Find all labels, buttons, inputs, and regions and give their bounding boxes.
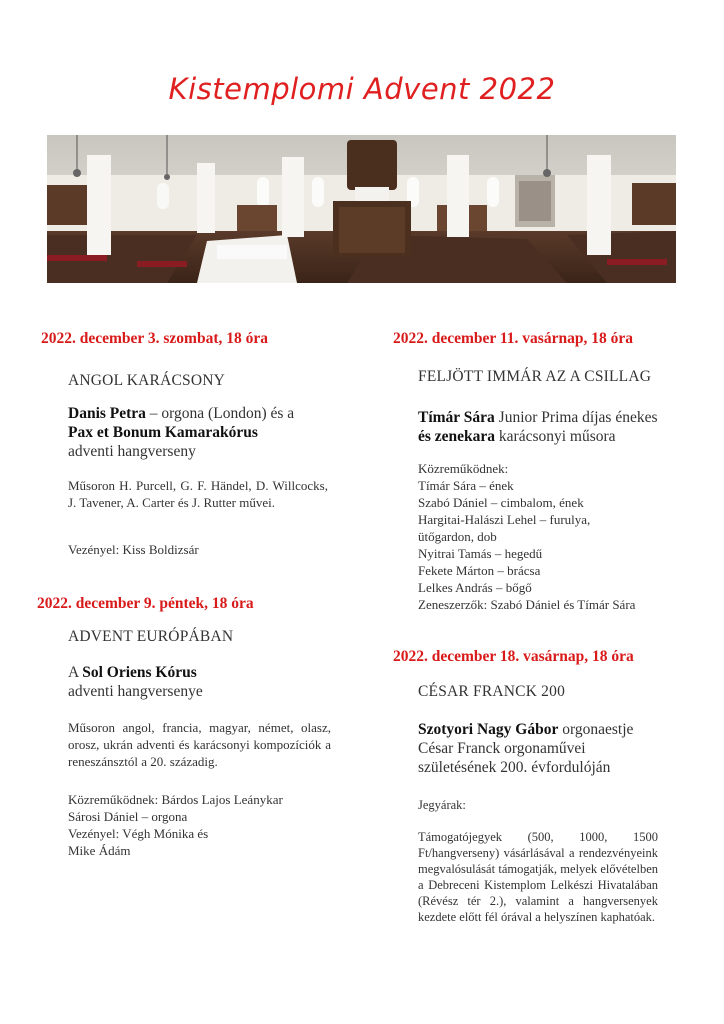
choir-name: Sol Oriens Kórus <box>82 664 197 681</box>
event-type: karácsonyi műsora <box>495 428 616 445</box>
page-title: Kistemplomi Advent 2022 <box>168 72 556 106</box>
event-section-title: ANGOL KARÁCSONY <box>68 372 226 389</box>
event-program: Műsoron H. Purcell, G. F. Händel, D. Willcocks, J. Tavener, A. Carter és J. Rutter művei. <box>68 478 328 510</box>
event-section-title: FELJÖTT IMMÁR AZ A CSILLAG <box>418 368 652 385</box>
event-type: adventi hangversenye <box>68 683 203 700</box>
event-section-title: ADVENT EURÓPÁBAN <box>68 628 234 645</box>
event-occasion: születésének 200. évfordulóján <box>418 759 611 776</box>
event-contributors <box>68 791 340 859</box>
tickets-heading: Jegyárak: <box>418 798 466 812</box>
event-conductor: Vezényel: Kiss Boldizsár <box>68 542 199 557</box>
event-date: 2022. december 11. vasárnap, 18 óra <box>393 330 633 347</box>
contributor-line: Szabó Dániel – cimbalom, ének <box>418 495 584 510</box>
contributor-line: Zeneszerzők: Szabó Dániel és Tímár Sára <box>418 597 636 612</box>
event-date: 2022. december 18. vasárnap, 18 óra <box>393 648 634 665</box>
performer-detail: orgonaestje <box>558 721 634 738</box>
lead-prefix: A <box>68 664 83 681</box>
contributor-line: ütőgardon, dob <box>418 529 497 544</box>
contributor-line: Mike Ádám <box>68 843 131 858</box>
contributor-line: Közreműködnek: Bárdos Lajos Leánykar <box>68 792 283 807</box>
event-program: Műsoron angol, francia, magyar, német, olasz, orosz, ukrán adventi és karácsonyi kompozíciók a reneszánsztól a 20. századig. <box>68 720 331 769</box>
event-performers <box>68 404 340 461</box>
contributor-line: Hargitai-Halászi Lehel – furulya, <box>418 512 591 527</box>
choir-name: Pax et Bonum Kamarakórus <box>68 424 258 441</box>
contributor-line: Vezényel: Végh Mónika és <box>68 826 209 841</box>
contributor-line: Fekete Márton – brácsa <box>418 563 541 578</box>
contributor-line: Nyitrai Tamás – hegedű <box>418 546 543 561</box>
event-type: adventi hangverseny <box>68 443 196 460</box>
contributor-line: Tímár Sára – ének <box>418 478 514 493</box>
performer-name: Szotyori Nagy Gábor <box>418 721 559 738</box>
event-performers <box>418 720 708 777</box>
performer-detail: – orgona (London) és a <box>145 405 295 422</box>
performer-detail: Junior Prima díjas énekes <box>494 409 658 426</box>
church-interior-photo <box>47 135 676 283</box>
event-performers <box>418 408 708 446</box>
performer-name: Tímár Sára <box>418 409 495 426</box>
event-section-title: CÉSAR FRANCK 200 <box>418 683 566 700</box>
event-type: César Franck orgonaművei <box>418 740 586 757</box>
performer-name: Danis Petra <box>68 405 146 422</box>
contributor-line: Lelkes András – bőgő <box>418 580 532 595</box>
band-name: és zenekara <box>418 428 496 445</box>
event-performers <box>68 663 340 701</box>
event-date: 2022. december 3. szombat, 18 óra <box>41 330 269 347</box>
contributor-line: Sárosi Dániel – orgona <box>68 809 188 824</box>
event-contributors <box>418 460 708 613</box>
church-interior-panorama-icon <box>47 135 676 283</box>
tickets-text: Támogatójegyek (500, 1000, 1500 Ft/hangverseny) vásárlásával a rendezvényeink megvalósulását támogatják, melyek elővételben a Debreceni Kistemplom Lelkészi Hivatalában (Révész tér 2.), valamint a hangversenyek kezdete előtt fél órával a helyszínen kaphatóak. <box>418 830 658 924</box>
event-date: 2022. december 9. péntek, 18 óra <box>37 595 254 612</box>
contributor-line: Közreműködnek: <box>418 461 509 476</box>
event-dec-3 <box>41 330 341 348</box>
